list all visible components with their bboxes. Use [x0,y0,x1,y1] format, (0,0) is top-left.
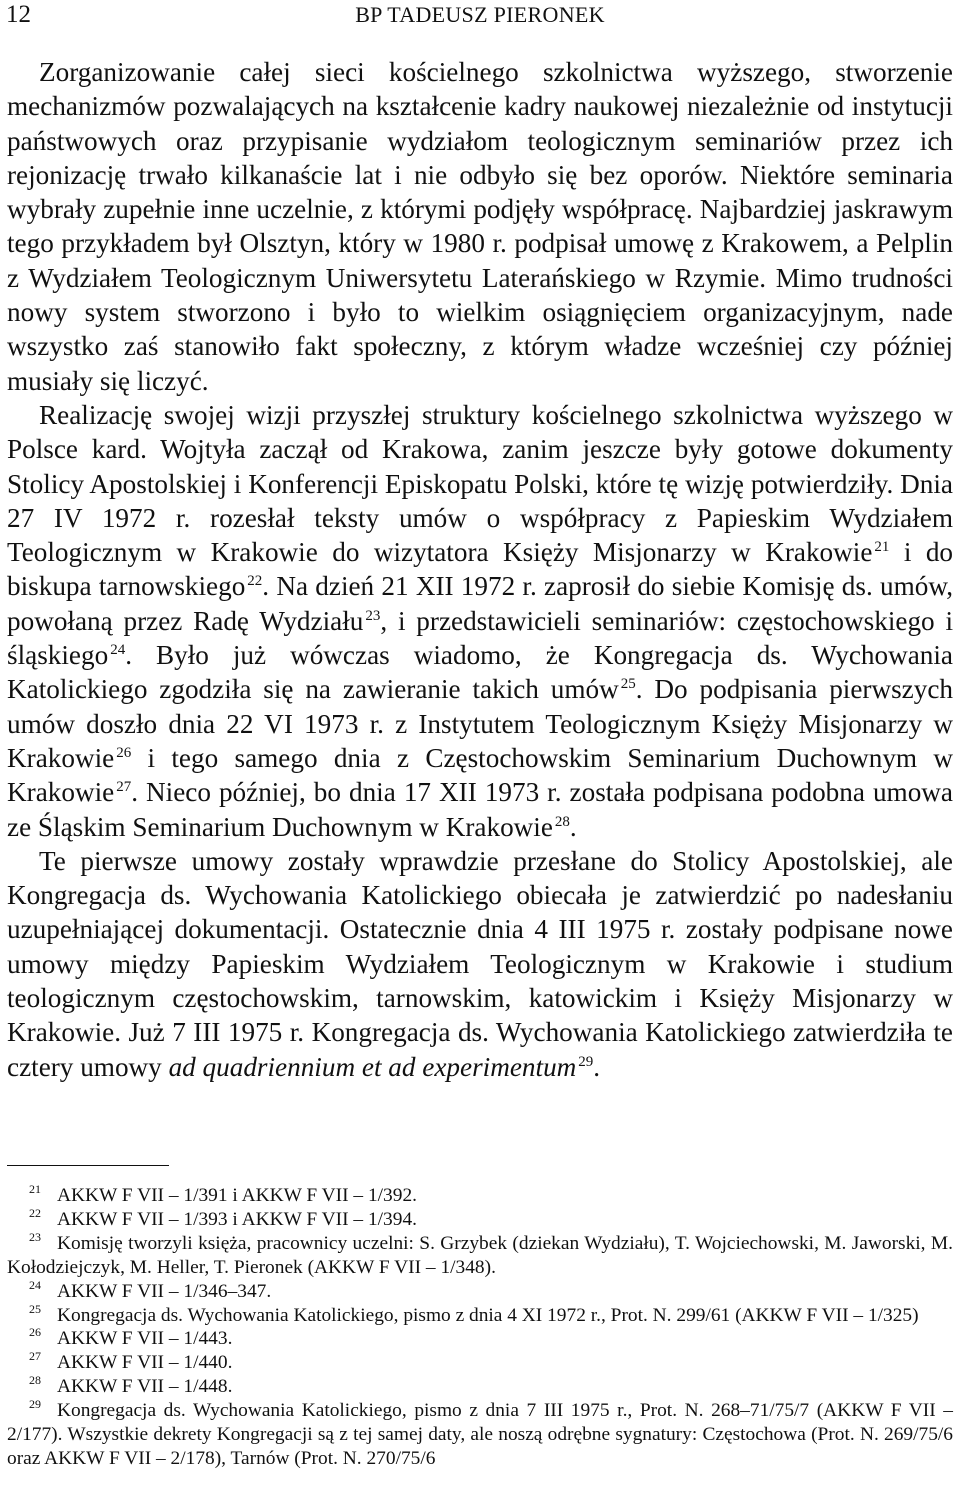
paragraph-1-text: Zorganizowanie całej sieci kościelnego szkolnictwa wyższego, stworzenie mechanizmów pozwalających na kształcenie kadry naukowej niezależnie od instytucji państwowych oraz przypisanie wydziałom teologicznym seminariów przez ich rejonizację trwało kilkanaście lat i nie odbyło się bez oporów. Niektóre seminaria wybrały zupełnie inne uczelnie, z którymi podjęły współpracę. Najbardziej jaskrawym tego przykładem był Olsztyn, który w 1980 r. podpisał umowę z Krakowem, a Pelplin z Wydziałem Teologicznym Uniwersytetu Laterańskiego w Rzymie. Mimo trudności nowy system stworzono i było to wielkim osiągnięciem organizacyjnym, nade wszystko zaś stanowiło fakt społeczny, z którym władze wcześniej czy później musiały się liczyć. [7,57,953,396]
footnote-ref-24[interactable]: 24 [110,642,126,659]
paragraph-2-text-f: . Do podpisania pierwszych umów doszło dnia 22 VI 1973 r. z Instytutem Teologicznym Księży Misjonarzy w Krakowie [7,674,953,773]
latin-phrase: ad quadriennium et ad experimentum [168,1051,577,1082]
paragraph-2-text-a: Realizację swojej wizji przyszłej struktury kościelnego szkolnictwa wyższego w Polsce kard. Wojtyła zaczął od Krakowa, zanim jeszcze były gotowe dokumenty Stolicy Apostolskiej i Konferencji Episkopatu Polski, które tę wizję potwierdziły. Dnia 27 IV 1972 r. rozesłał teksty umów o współpracy z Papieskim Wydziałem Teologicznym w Krakowie do wizytatora Księży Misjonarzy w Krakowie [7,399,953,568]
footnote-text: AKKW F VII – 1/440. [57,1352,233,1374]
footnote-ref-28[interactable]: 28 [554,813,570,830]
footnote-text: AKKW F VII – 1/346–347. [57,1280,272,1302]
running-title: BP TADEUSZ PIERONEK [355,2,605,27]
paragraph-2-text-i: . [569,811,577,842]
footnote: 26 AKKW F VII – 1/443. [29,1325,233,1350]
paragraph-2 [7,398,953,844]
footnote: 29 Kongregacja ds. Wychowania Katolickiego, pismo z dnia 7 III 1975 r., Prot. N. 268–71/75/7 (AKKW F VII – 2/177). Wszystkie dekrety Kongregacji są z tej samej daty, ale noszą odrębne sygnatury: Częstochowa (Prot. N. 269/75/6 oraz AKKW F VII – 2/178), Tarnów (Prot. N. 270/75/6 [7,1397,953,1469]
running-header [6,0,954,34]
paragraph-2-text-d: , i przedstawicieli seminariów: częstochowskiego i śląskiego [7,605,953,671]
footnote-text: Komisję tworzyli księża, pracownicy uczelni: S. Grzybek (dziekan Wydziału), T. Wojciechowski, M. Jaworski, M. Kołodziejczyk, M. Heller, T. Pieronek (AKKW F VII – 1/348). [7,1232,953,1278]
paragraph-2-text-e: . Było już wówczas wiadomo, że Kongregacja ds. Wychowania Katolickiego zgodziła się na zawieranie takich umów [7,640,953,705]
footnotes-section [7,1184,953,1471]
footnote-text: AKKW F VII – 1/391 i AKKW F VII – 1/392. [57,1185,417,1206]
footnote-text: Kongregacja ds. Wychowania Katolickiego, pismo z dnia 4 XI 1972 r., Prot. N. 299/61 (AKKW F VII – 1/325) [57,1304,919,1326]
page-number: 12 [6,1,31,28]
footnote-ref-27[interactable]: 27 [116,779,132,796]
footnote-text: AKKW F VII – 1/448. [57,1376,233,1398]
paragraph-1 [7,55,953,398]
footnote-text: AKKW F VII – 1/443. [57,1328,233,1350]
paragraph-2-text-b: i do biskupa tarnowskiego [7,537,954,602]
paragraph-3 [7,844,953,1084]
footnote-ref-21[interactable]: 21 [874,539,890,556]
paragraph-2-text-h: . Nieco później, bo dnia 17 XII 1973 r. została podpisana podobna umowa ze Śląskim Seminarium Duchownym w Krakowie [7,777,953,842]
footnote: 21 AKKW F VII – 1/391 i AKKW F VII – 1/392. [29,1182,417,1206]
paragraph-2-text-c: . Na dzień 21 XII 1972 r. zaprosił do siebie Komisję ds. umów, powołaną przez Radę Wydziału [7,571,953,636]
footnote-ref-25[interactable]: 25 [620,676,636,693]
footnote: 25 Kongregacja ds. Wychowania Katolickiego, pismo z dnia 4 XI 1972 r., Prot. N. 299/61 (AKKW F VII – 1/325) [29,1301,919,1326]
footnote-ref-23[interactable]: 23 [365,607,381,624]
footnote-separator [7,1165,169,1166]
footnote: 22 AKKW F VII – 1/393 i AKKW F VII – 1/394. [29,1205,417,1230]
paragraph-3-text-b: . [593,1051,601,1082]
footnote: 23 Komisję tworzyli księża, pracownicy uczelni: S. Grzybek (dziekan Wydziału), T. Wojciechowski, M. Jaworski, M. Kołodziejczyk, M. Heller, T. Pieronek (AKKW F VII – 1/348). [7,1229,953,1278]
footnote-ref-29[interactable]: 29 [578,1053,594,1070]
footnote: 28 AKKW F VII – 1/448. [29,1373,233,1398]
footnote: 24 AKKW F VII – 1/346–347. [29,1277,272,1302]
paragraph-3-text-a: Te pierwsze umowy zostały wprawdzie przesłane do Stolicy Apostolskiej, ale Kongregacja ds. Wychowania Katolickiego obiecała je zatwierdzić po nadesłaniu uzupełniającej dokumentacji. Ostatecznie dnia 4 III 1975 r. zostały podpisane nowe umowy między Papieskim Wydziałem Teologicznym w Krakowie i studium teologicznym częstochowskim, tarnowskim, katowickim i Księży Misjonarzy w Krakowie. Już 7 III 1975 r. Kongregacja ds. Wychowania Katolickiego zatwierdziła te cztery umowy [7,845,953,1082]
main-text [7,55,953,1084]
footnote-text: Kongregacja ds. Wychowania Katolickiego, pismo z dnia 7 III 1975 r., Prot. N. 268–71/75/7 (AKKW F VII – 2/177). Wszystkie dekrety Kongregacji są z tej samej daty, ale noszą odrębne sygnatury: Częstochowa (Prot. N. 269/75/6 oraz AKKW F VII – 2/178), Tarnów (Prot. N. 270/75/6 [7,1400,953,1469]
footnote-ref-26[interactable]: 26 [116,744,132,761]
footnote-ref-22[interactable]: 22 [247,573,263,590]
footnote: 27 AKKW F VII – 1/440. [29,1349,233,1374]
paragraph-2-text-g: i tego samego dnia z Częstochowskim Seminarium Duchownym w Krakowie [7,742,953,808]
footnote-text: AKKW F VII – 1/393 i AKKW F VII – 1/394. [57,1208,417,1230]
